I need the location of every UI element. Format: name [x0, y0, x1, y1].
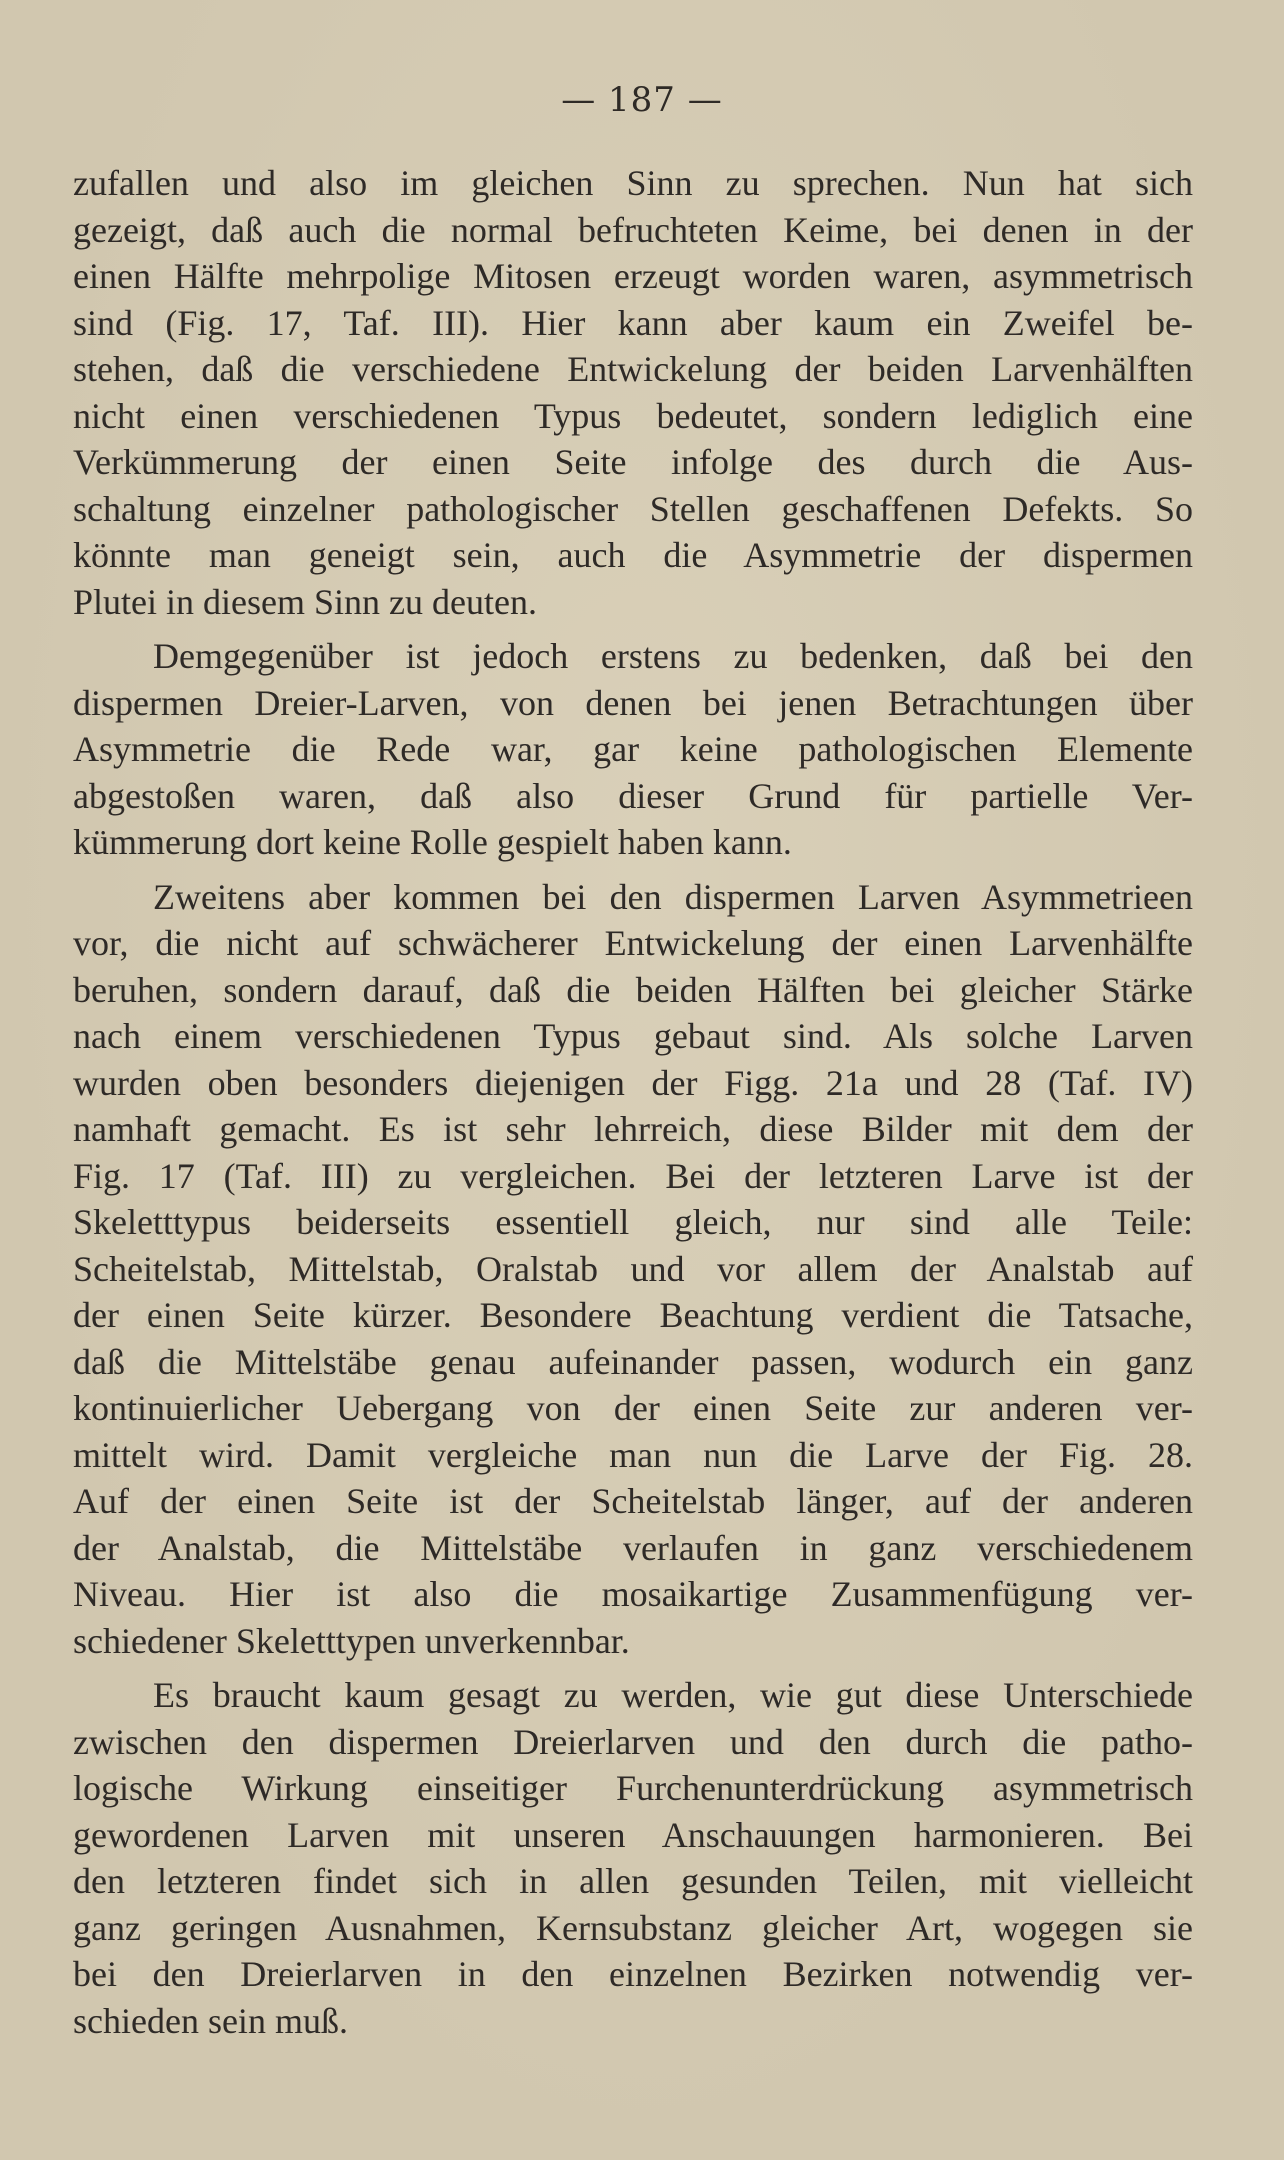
text-line: kümmerung dort keine Rolle gespielt haben kann. [73, 822, 792, 862]
text-line: Skeletttypus beiderseits essentiell gleich, nur sind alle Teile: [73, 1202, 1193, 1242]
text-line: nach einem verschiedenen Typus gebaut sind. Als solche Larven [73, 1016, 1193, 1056]
text-line: einen Hälfte mehrpolige Mitosen erzeugt worden waren, asymmetrisch [73, 256, 1193, 296]
text-line: der Analstab, die Mittelstäbe verlaufen in ganz verschiedenem [73, 1527, 1193, 1568]
text-line: könnte man geneigt sein, auch die Asymmetrie der dispermen [73, 535, 1193, 575]
text-line: Fig. 17 (Taf. III) zu vergleichen. Bei der letzteren Larve ist der [73, 1155, 1193, 1196]
text-line: ganz geringen Ausnahmen, Kernsubstanz gleicher Art, wogegen sie [73, 1907, 1193, 1948]
text-line: Asymmetrie die Rede war, gar keine pathologischen Elemente [73, 729, 1193, 769]
page-number: — 187 — [561, 80, 723, 120]
text-line: abgestoßen waren, daß also dieser Grund für partielle Ver- [73, 775, 1193, 816]
text-line: Demgegenüber ist jedoch erstens zu bedenken, daß bei den [153, 636, 1193, 676]
text-line: Scheitelstab, Mittelstab, Oralstab und vor allem der Analstab auf [73, 1248, 1193, 1289]
text-line: Niveau. Hier ist also die mosaikartige Zusammenfügung ver- [73, 1574, 1193, 1614]
text-line: den letzteren findet sich in allen gesunden Teilen, mit vielleicht [73, 1861, 1193, 1901]
text-line: schaltung einzelner pathologischer Stellen geschaffenen Defekts. So [73, 488, 1193, 529]
text-line: mittelt wird. Damit vergleiche man nun die Larve der Fig. 28. [73, 1434, 1193, 1475]
text-line: vor, die nicht auf schwächerer Entwickelung der einen Larvenhälfte [73, 923, 1193, 963]
text-line: Plutei in diesem Sinn zu deuten. [73, 581, 537, 622]
text-line: daß die Mittelstäbe genau aufeinander passen, wodurch ein ganz [73, 1341, 1193, 1382]
paragraph [73, 160, 1193, 625]
text-line: gewordenen Larven mit unseren Anschauungen harmonieren. Bei [73, 1814, 1193, 1855]
text-line: zwischen den dispermen Dreierlarven und den durch die patho- [73, 1721, 1193, 1762]
text-line: schieden sein muß. [73, 2000, 348, 2041]
text-line: bei den Dreierlarven in den einzelnen Bezirken notwendig ver- [73, 1954, 1193, 1994]
text-line: zufallen und also im gleichen Sinn zu sprechen. Nun hat sich [73, 163, 1193, 203]
paragraph [73, 633, 1193, 866]
text-line: Es braucht kaum gesagt zu werden, wie gut diese Unterschiede [153, 1675, 1193, 1715]
text-line: logische Wirkung einseitiger Furchenunterdrückung asymmetrisch [73, 1768, 1193, 1808]
text-line: Auf der einen Seite ist der Scheitelstab länger, auf der anderen [73, 1481, 1193, 1521]
text-line: Zweitens aber kommen bei den dispermen Larven Asymmetrieen [153, 876, 1193, 917]
text-line: namhaft gemacht. Es ist sehr lehrreich, diese Bilder mit dem der [73, 1109, 1193, 1149]
text-line: dispermen Dreier-Larven, von denen bei jenen Betrachtungen über [73, 682, 1193, 723]
text-line: der einen Seite kürzer. Besondere Beachtung verdient die Tatsache, [73, 1295, 1193, 1335]
paragraph [73, 1672, 1193, 2044]
text-line: wurden oben besonders diejenigen der Figg. 21a und 28 (Taf. IV) [73, 1062, 1193, 1103]
page-text [73, 160, 1193, 2052]
text-line: Verkümmerung der einen Seite infolge des durch die Aus- [73, 442, 1193, 482]
paragraph [73, 874, 1193, 1665]
text-line: sind (Fig. 17, Taf. III). Hier kann aber kaum ein Zweifel be- [73, 302, 1193, 343]
text-line: stehen, daß die verschiedene Entwickelung der beiden Larvenhälften [73, 349, 1193, 389]
text-line: schiedener Skeletttypen unverkennbar. [73, 1620, 630, 1661]
text-line: beruhen, sondern darauf, daß die beiden Hälften bei gleicher Stärke [73, 969, 1193, 1010]
text-line: kontinuierlicher Uebergang von der einen Seite zur anderen ver- [73, 1388, 1193, 1428]
text-line: gezeigt, daß auch die normal befruchteten Keime, bei denen in der [73, 209, 1193, 250]
text-line: nicht einen verschiedenen Typus bedeutet, sondern lediglich eine [73, 395, 1193, 436]
